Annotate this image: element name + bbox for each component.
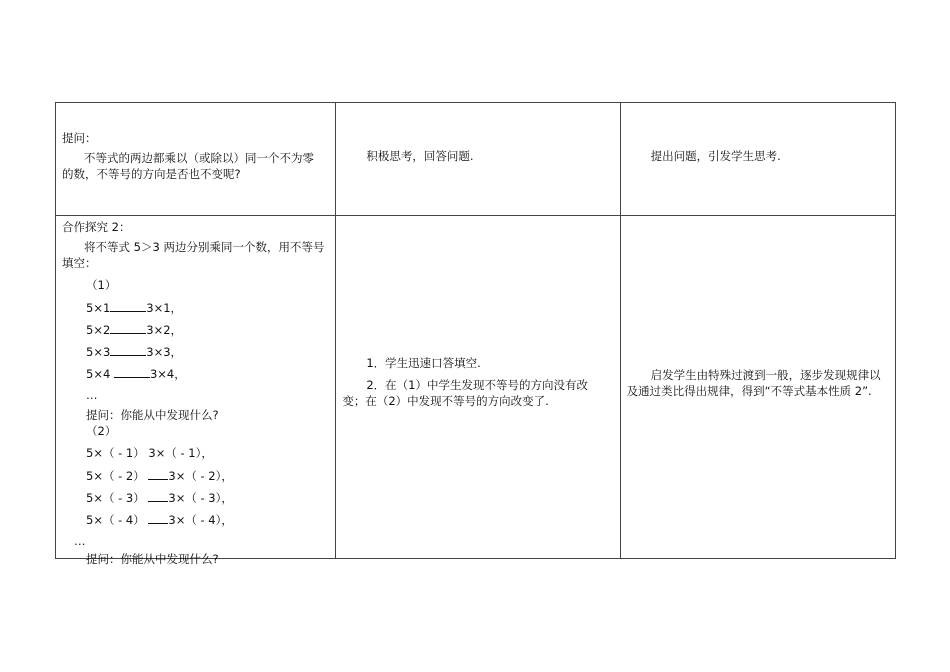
exploration-cell — [56, 216, 336, 566]
exploration-intro-line2: 填空： — [62, 256, 97, 270]
student-activity-cell — [336, 103, 620, 216]
answer-blank[interactable] — [148, 468, 168, 480]
lesson-table — [55, 102, 896, 566]
teacher-design-line1: 启发学生由特殊过渡到一般，逐步发现规律以 — [650, 368, 881, 382]
teacher-intent-cell — [620, 103, 895, 216]
teacher-design-cell — [620, 216, 895, 559]
question-text-line1: 不等式的两边都乘以（或除以）同一个不为零 — [84, 151, 314, 165]
table-row — [56, 216, 896, 559]
answer-blank[interactable] — [110, 344, 146, 356]
answer-blank[interactable] — [110, 300, 146, 312]
student-response-line3: 变；在（2）中发现不等号的方向改变了. — [342, 394, 549, 408]
answer-blank[interactable] — [148, 512, 168, 524]
part2-item: 5×（ - 1） 3×（ - 1）， — [86, 446, 213, 460]
answer-blank[interactable] — [110, 322, 146, 334]
table-row — [56, 103, 896, 216]
part2-item: 5×（ - 4） 3×（ - 4）， — [86, 513, 233, 527]
teacher-design-line2: 及通过类比得出规律，得到“不等式基本性质 2”. — [626, 384, 872, 398]
question-label: 提问： — [62, 131, 97, 145]
answer-blank[interactable] — [114, 366, 150, 378]
student-response-cell — [336, 216, 620, 559]
prompt-text: 提问：你能从中发现什么? — [86, 408, 219, 422]
part2-label: （2） — [86, 424, 117, 438]
student-activity-text: 积极思考，回答问题. — [366, 149, 474, 163]
teacher-intent-text: 提出问题，引发学生思考. — [650, 149, 781, 163]
part1-item: 5×1 3×1， — [86, 301, 183, 315]
ellipsis: … — [74, 534, 86, 548]
part1-item: 5×2 3×2， — [86, 323, 183, 337]
part2-item: 5×（ - 2） 3×（ - 2）， — [86, 469, 233, 483]
student-response-line1: 1．学生迅速口答填空. — [366, 356, 481, 370]
ellipsis: … — [86, 388, 98, 402]
answer-blank[interactable] — [148, 490, 168, 502]
question-text-line2: 的数，不等号的方向是否也不变呢? — [62, 167, 241, 181]
question-cell — [56, 103, 336, 216]
student-response-line2: 2．在（1）中学生发现不等号的方向没有改 — [366, 378, 588, 392]
part1-item: 5×3 3×3， — [86, 345, 183, 359]
exploration-intro-line1: 将不等式 5＞3 两边分别乘同一个数，用不等号 — [84, 240, 325, 254]
prompt-text: 提问：你能从中发现什么? — [86, 552, 219, 566]
part2-item: 5×（ - 3） 3×（ - 3）， — [86, 491, 233, 505]
part1-item: 5×4 3×4， — [86, 367, 186, 381]
part1-label: （1） — [86, 278, 117, 292]
exploration-title: 合作探究 2： — [62, 220, 131, 234]
